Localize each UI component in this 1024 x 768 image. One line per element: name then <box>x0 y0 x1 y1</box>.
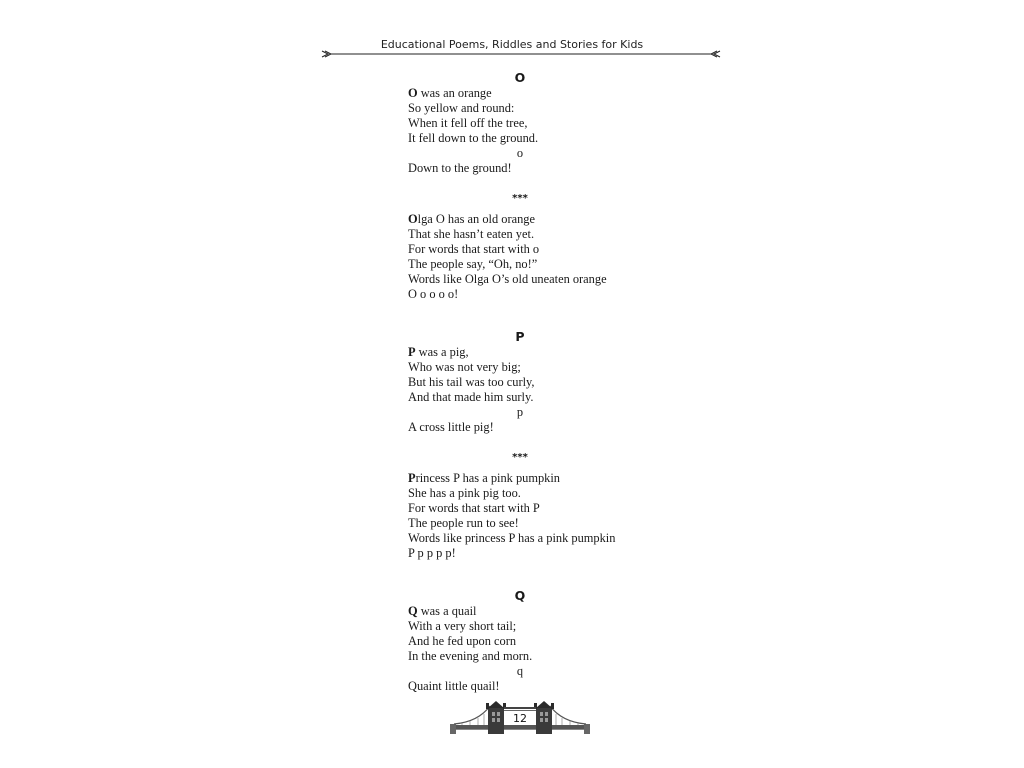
poem-small-letter: p <box>516 405 524 419</box>
poem-line: A cross little pig! <box>408 420 494 434</box>
poem-line: With a very short tail; <box>408 619 517 633</box>
section-heading-p: P <box>515 329 525 344</box>
poem-line: It fell down to the ground. <box>408 131 539 145</box>
poem-line: The people say, “Oh, no!” <box>408 257 538 271</box>
poem-line: Quaint little quail! <box>408 679 500 693</box>
section-heading-o: O <box>514 70 526 85</box>
poem-line: O o o o o! <box>408 287 459 301</box>
poem-line: Princess P has a pink pumpkin <box>408 471 561 485</box>
poem-line: The people run to see! <box>408 516 519 530</box>
poem-line: And that made him surly. <box>408 390 534 404</box>
page-number: 12 <box>513 712 527 725</box>
poem-line: For words that start with P <box>408 501 540 515</box>
poem-line: P was a pig, <box>408 345 469 359</box>
poem-small-letter: o <box>516 146 524 160</box>
section-separator: *** <box>512 452 528 463</box>
poem-small-letter: q <box>516 664 524 678</box>
section-heading-q: Q <box>514 588 526 603</box>
poem-line: That she hasn’t eaten yet. <box>408 227 535 241</box>
poem-line: Words like princess P has a pink pumpkin <box>408 531 616 545</box>
poem-line: P p p p p! <box>408 546 456 560</box>
poem-line: In the evening and morn. <box>408 649 533 663</box>
poem-line: Words like Olga O’s old uneaten orange <box>408 272 607 286</box>
running-header: Educational Poems, Riddles and Stories for Kids <box>380 38 644 51</box>
poem-line: And he fed upon corn <box>408 634 517 648</box>
poem-line: For words that start with o <box>408 242 540 256</box>
poem-line: She has a pink pig too. <box>408 486 521 500</box>
header-rule-ornament <box>320 48 722 60</box>
poem-line: When it fell off the tree, <box>408 116 528 130</box>
poem-line: But his tail was too curly, <box>408 375 535 389</box>
poem-line: Q was a quail <box>408 604 477 618</box>
poem-line: So yellow and round: <box>408 101 515 115</box>
poem-line: O was an orange <box>408 86 492 100</box>
poem-line: Who was not very big; <box>408 360 521 374</box>
page-body <box>408 69 708 694</box>
poem-line: Olga O has an old orange <box>408 212 535 226</box>
section-separator: *** <box>512 193 528 204</box>
poem-line: Down to the ground! <box>408 161 512 175</box>
